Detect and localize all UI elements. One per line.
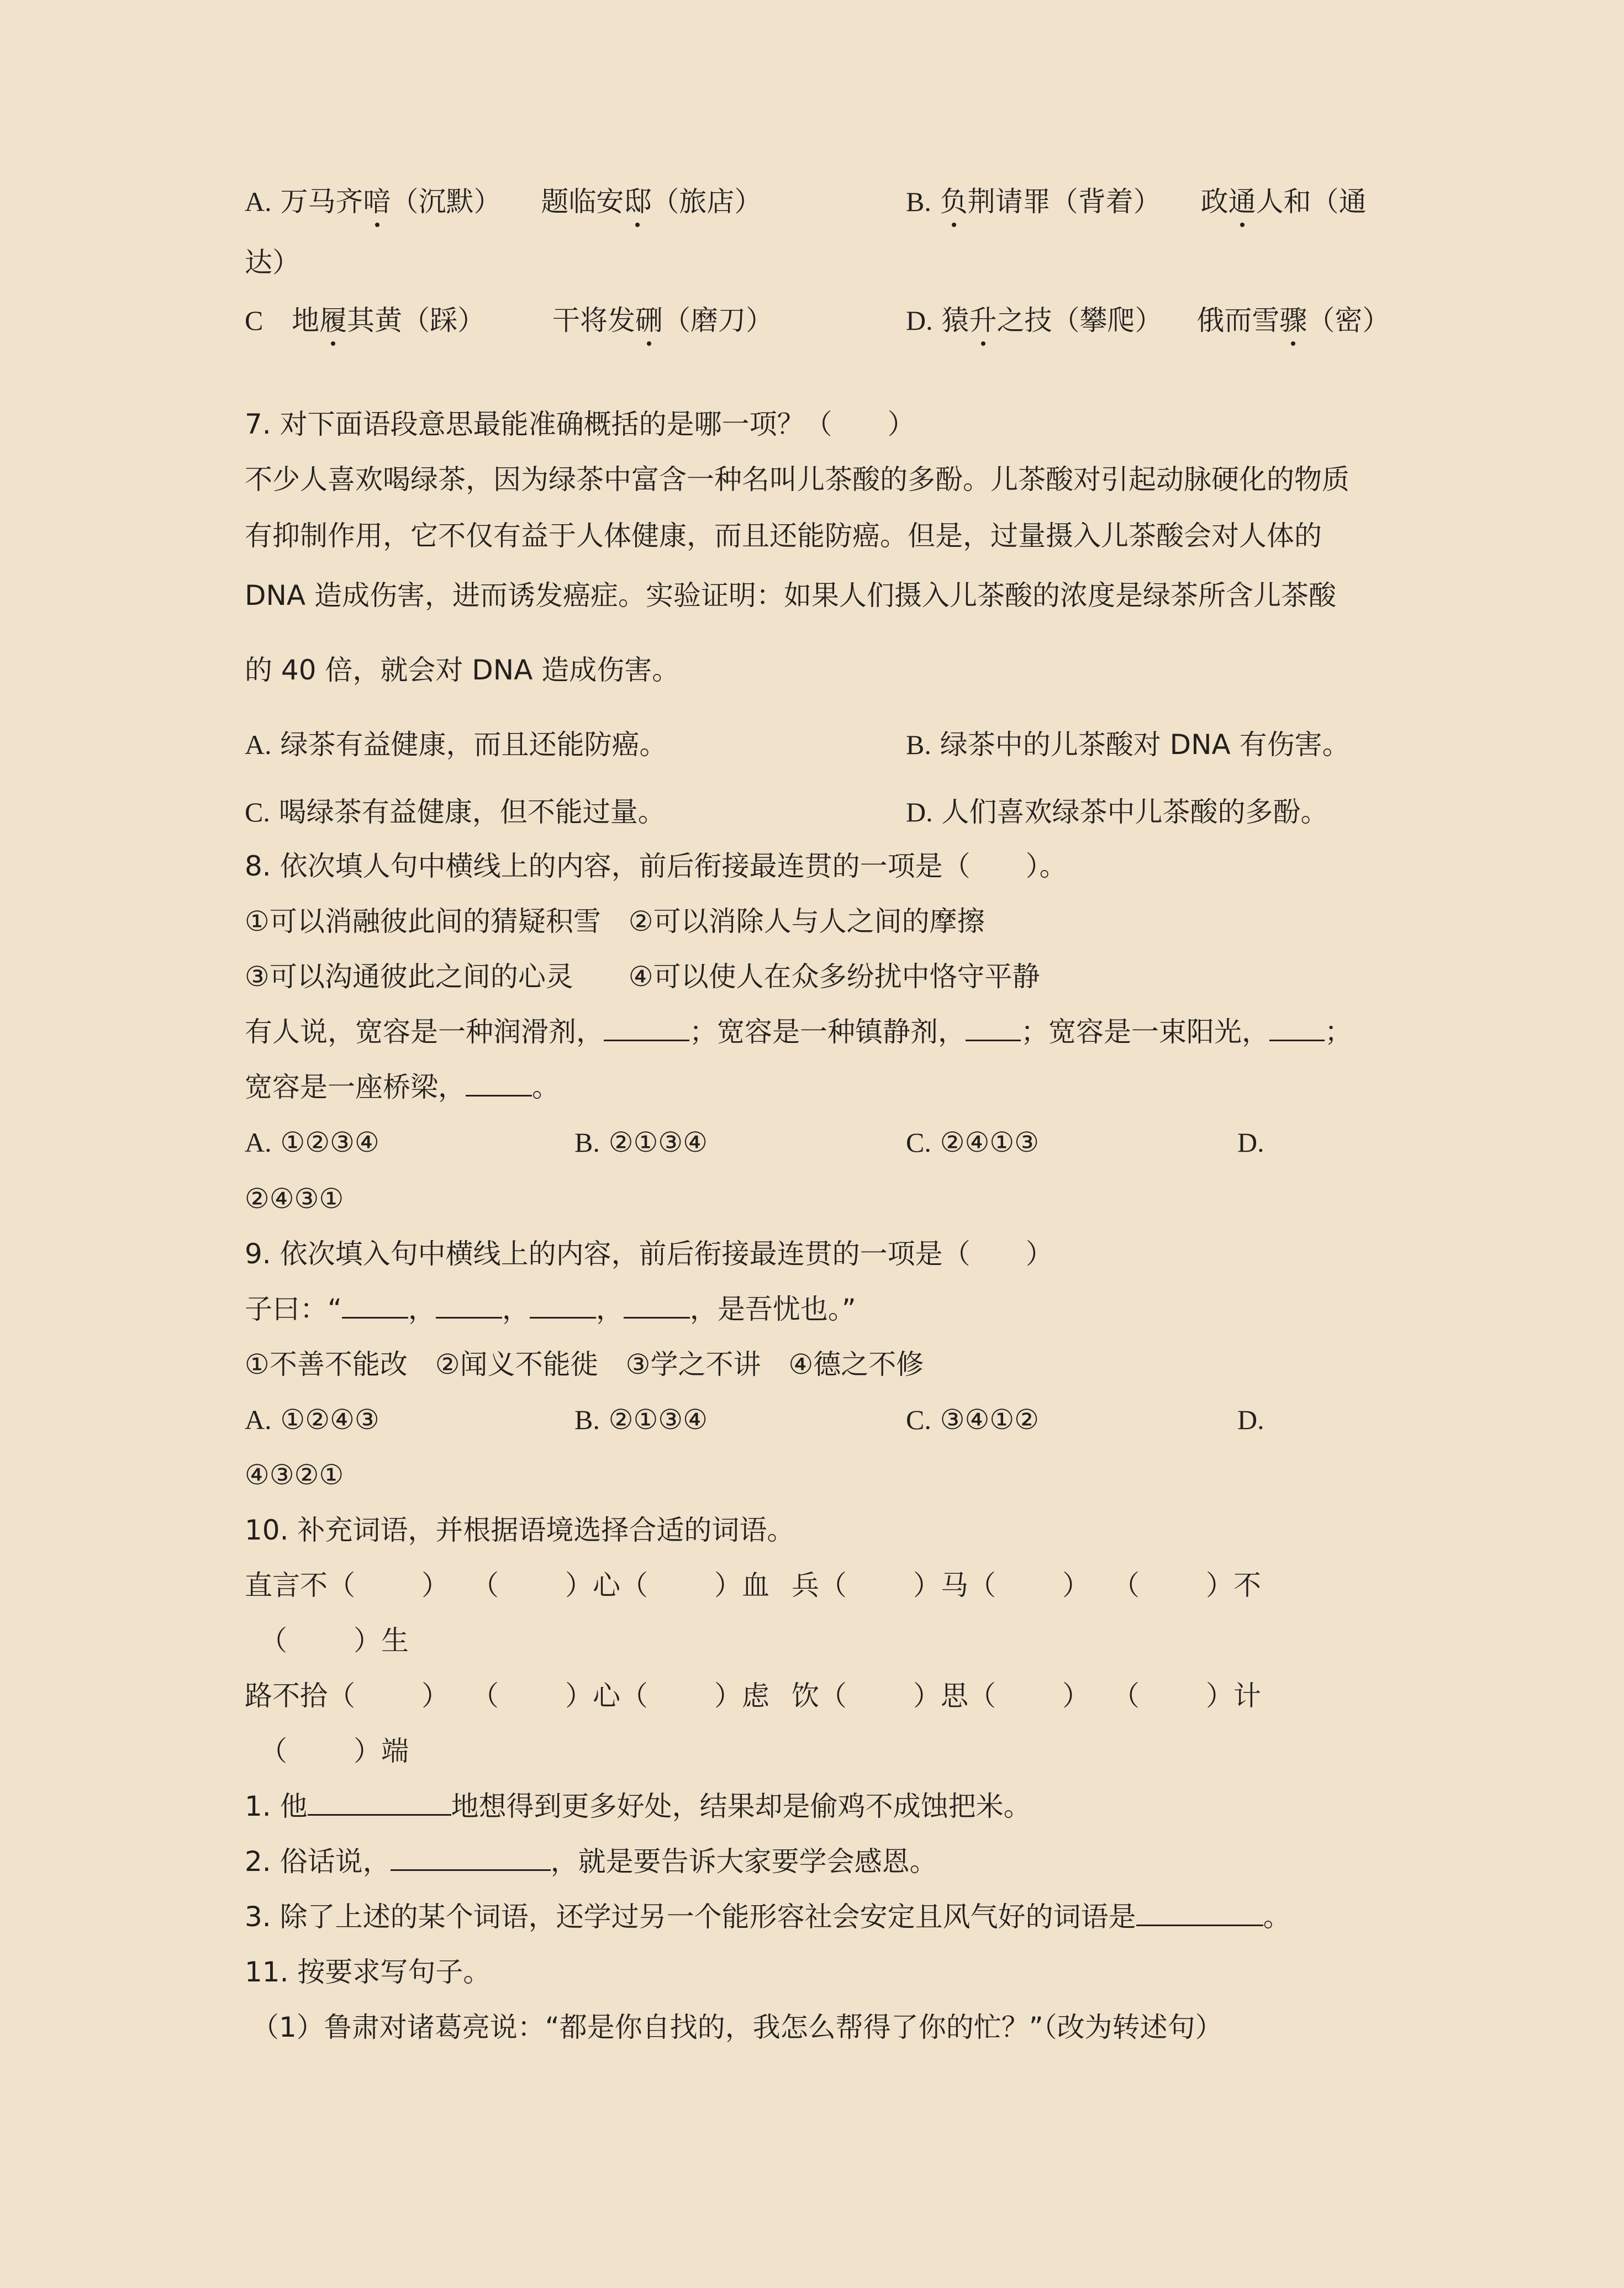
q7-passage-line: 有抑制作用，它不仅有益于人体健康，而且还能防癌。但是，过量摄入儿茶酸会对人体的 [245,520,1322,552]
emphasis-dot-char: 骤 [1279,304,1307,336]
answer-blank[interactable] [1269,1015,1325,1041]
q7-option-c[interactable]: C. 喝绿茶有益健康，但不能过量。 [245,796,666,828]
q10-question: 10. 补充词语，并根据语境选择合适的词语。 [245,1514,795,1546]
answer-blank[interactable] [530,1293,596,1319]
answer-blank[interactable] [342,1293,408,1319]
q6-option-c: C 地履其黄（踩） 干将发硎（磨刀） [245,304,773,336]
answer-blank[interactable] [966,1015,1021,1041]
q9-items: ①不善不能改 ②闻义不能徙 ③学之不讲 ④德之不修 [245,1348,924,1380]
q8-option-c[interactable]: C. ②④①③ [906,1126,1040,1158]
emphasis-dot-char: 升 [969,304,997,336]
q7-option-a[interactable]: A. 绿茶有益健康，而且还能防癌。 [245,729,667,761]
q10-sub-1: 1. 他 地想得到更多好处，结果却是偷鸡不成蚀把米。 [245,1790,1031,1822]
q10-idiom-row-1: 直言不（ ） （ ）心（ ）血 兵（ ）马（ ） （ ）不 [245,1569,1261,1601]
q6-option-a: A. 万马齐喑（沉默） 题临安邸（旅店） [245,186,762,218]
q7-passage-line: 的 40 倍，就会对 DNA 造成伤害。 [245,654,680,686]
q11-sub-1: （1）鲁肃对诸葛亮说：“都是你自找的，我怎么帮得了你的忙？”（改为转述句） [251,2011,1223,2043]
q10-idiom-row-1-wrap: （ ）生 [260,1625,409,1657]
q7-passage-line: DNA 造成伤害，进而诱发癌症。实验证明：如果人们摄入儿茶酸的浓度是绿茶所含儿茶酸 [245,579,1336,611]
q8-option-d[interactable]: D. [1237,1127,1264,1158]
q8-question: 8. 依次填人句中横线上的内容，前后衔接最连贯的一项是（ ）。 [245,850,1067,882]
q8-sentence: 有人说，宽容是一种润滑剂， ；宽容是一种镇静剂， ；宽容是一束阳光， ； [245,1016,1352,1048]
q9-question: 9. 依次填入句中横线上的内容，前后衔接最连贯的一项是（ ） [245,1238,1053,1270]
answer-blank[interactable] [1136,1900,1263,1926]
q11-question: 11. 按要求写句子。 [245,1956,491,1988]
q9-quote: 子曰：“ ， ， ， ，是吾忧也。” [245,1293,856,1325]
q8-sentence-line2: 宽容是一座桥梁， 。 [245,1071,560,1103]
q10-idiom-row-2-wrap: （ ）端 [260,1735,409,1767]
q6-option-b-wrap: 达） [245,246,300,278]
q6-option-b: B. 负荆请罪（背着） 政通人和（通 [906,186,1367,218]
answer-blank[interactable] [466,1071,532,1096]
emphasis-dot-char: 通 [1228,186,1256,218]
q6-option-d: D. 猿升之技（攀爬） 俄而雪骤（密） [906,304,1390,336]
q9-option-c[interactable]: C. ③④①② [906,1404,1040,1436]
emphasis-dot-char: 邸 [624,186,652,218]
q9-option-d-text: ④③②① [245,1459,344,1491]
q9-option-b[interactable]: B. ②①③④ [574,1404,708,1436]
q8-option-b[interactable]: B. ②①③④ [574,1126,708,1158]
q8-items-line: ③可以沟通彼此之间的心灵 ④可以使人在众多纷扰中恪守平静 [245,961,1040,993]
emphasis-dot-char: 喑 [363,186,391,218]
answer-blank[interactable] [604,1015,689,1041]
q10-idiom-row-2: 路不拾（ ） （ ）心（ ）虑 饮（ ）思（ ） （ ）计 [245,1680,1261,1712]
answer-blank[interactable] [436,1293,502,1319]
q8-option-a[interactable]: A. ①②③④ [245,1126,379,1158]
q7-option-d[interactable]: D. 人们喜欢绿茶中儿茶酸的多酚。 [906,796,1328,828]
q8-items-line: ①可以消融彼此间的猜疑积雪 ②可以消除人与人之间的摩擦 [245,905,985,937]
q7-passage-line: 不少人喜欢喝绿茶，因为绿茶中富含一种名叫儿茶酸的多酚。儿茶酸对引起动脉硬化的物质 [245,463,1349,495]
q7-question: 7. 对下面语段意思最能准确概括的是哪一项？（ ） [245,408,915,440]
q8-option-d-text: ②④③① [245,1183,344,1215]
q9-option-d[interactable]: D. [1237,1404,1264,1435]
answer-blank[interactable] [391,1845,551,1871]
q10-sub-3: 3. 除了上述的某个词语，还学过另一个能形容社会安定且风气好的词语是 。 [245,1901,1291,1933]
q7-option-b[interactable]: B. 绿茶中的儿茶酸对 DNA 有伤害。 [906,729,1350,761]
q10-sub-2: 2. 俗话说， ，就是要告诉大家要学会感恩。 [245,1846,937,1878]
q9-option-a[interactable]: A. ①②④③ [245,1404,379,1436]
answer-blank[interactable] [308,1790,451,1816]
emphasis-dot-char: 负 [940,186,968,218]
emphasis-dot-char: 硎 [635,304,663,336]
emphasis-dot-char: 履 [319,304,347,336]
answer-blank[interactable] [624,1293,690,1319]
